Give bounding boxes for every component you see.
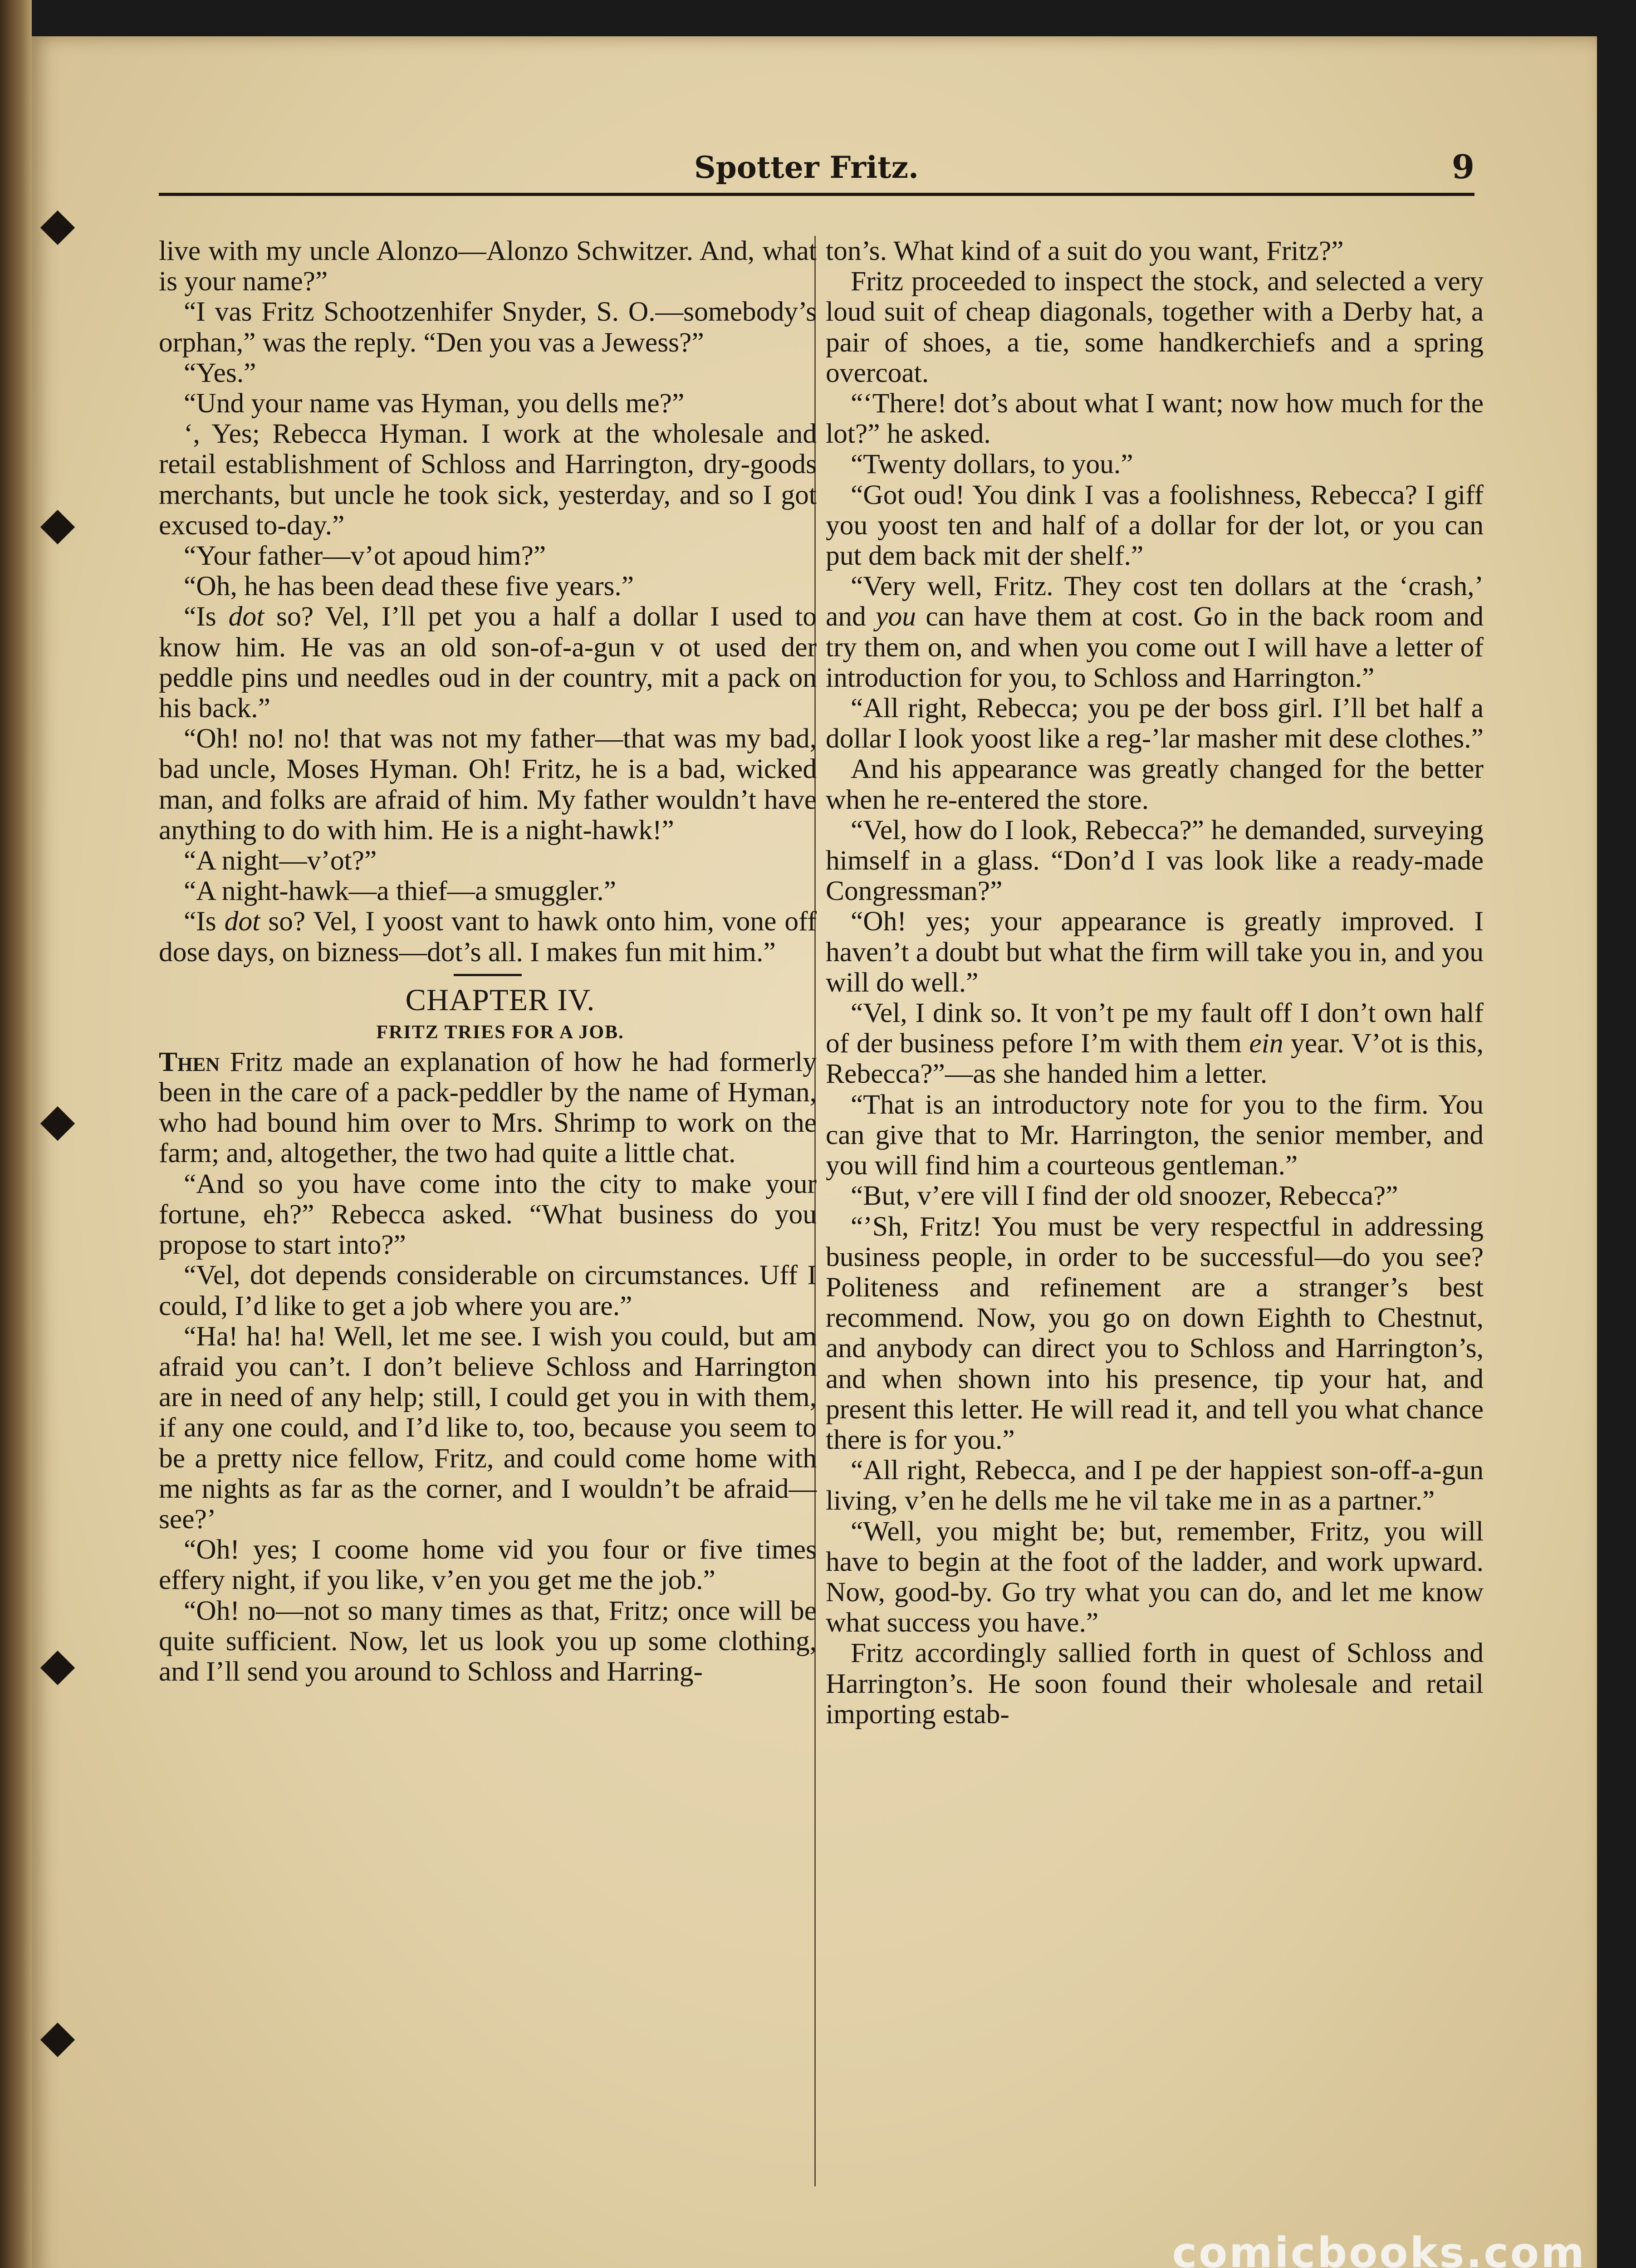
- paragraph: ton’s. What kind of a suit do you want, Fritz?”: [826, 235, 1344, 266]
- text-run: can have them at cost. Go in the back room and try them on, and when you come out I will have a letter of introduction for you, to Schloss and Harrington.”: [826, 601, 1484, 693]
- text-run: “Vel, I dink so. It von’t pe my fault off I don’t own half of der business pefore I’m with them: [826, 997, 1484, 1059]
- paragraph: “Vel, dot depends considerable on circumstances. Uff I could, I’d like to get a job where you are.”: [159, 1260, 817, 1321]
- paragraph: “Oh! yes; I coome home vid you four or five times effery night, if you like, v’en you get me the job.”: [159, 1534, 817, 1596]
- page-number: 9: [1451, 147, 1474, 186]
- paragraph: Fritz accordingly sallied forth in quest of Schloss and Harrington’s. He soon found their wholesale and retail importing estab-: [826, 1637, 1484, 1730]
- paragraph: “All right, Rebecca; you pe der boss girl. I’ll bet half a dollar I look yoost like a reg-’lar masher mit dese clothes.”: [826, 693, 1484, 754]
- paragraph: live with my uncle Alonzo—Alonzo Schwitzer. And, what is your name?”: [159, 235, 817, 297]
- paragraph: “Vel, how do I look, Rebecca?” he demanded, surveying himself in a glass. “Don’d I vas look like a ready-made Congressman?”: [826, 814, 1484, 907]
- watermark: comicbooks.com: [1172, 2229, 1586, 2268]
- paragraph: “Oh! no! no! that was not my father—that was my bad, bad uncle, Moses Hyman. Oh! Fritz, he is a bad, wicked man, and folks are afraid of him. My father wouldn’t have anything to do with him. He is a night-hawk!”: [159, 723, 817, 846]
- chapter-subtitle: FRITZ TRIES FOR A JOB.: [376, 1022, 624, 1043]
- binding-hole: [40, 2023, 75, 2057]
- text-run: “Is: [184, 906, 225, 937]
- paragraph: ‘, Yes; Rebecca Hyman. I work at the wholesale and retail establishment of Schloss and Harrington, dry-goods merchants, but uncle he took sick, yesterday, and so I got excused to-day.”: [159, 418, 817, 541]
- binding-hole: [40, 1651, 75, 1685]
- text-run: “Very well, Fritz. They cost ten dollars at the ‘crash,’ and: [826, 571, 1484, 632]
- emphasis: dot: [224, 906, 260, 937]
- emphasis: ein: [1249, 1028, 1283, 1059]
- text-run: so? Vel, I yoost vant to hawk onto him, vone off dose days, on bizness—dot’s all. I makes fun mit him.”: [159, 906, 817, 968]
- binding-hole: [40, 210, 75, 245]
- text-run: Fritz made an explanation of how he had formerly been in the care of a pack-peddler by the name of Hyman, who had bound him over to Mrs. Shrimp to work on the farm; and, altogether, the two had quite a little chat.: [159, 1046, 817, 1169]
- paragraph: “I vas Fritz Schootzenhifer Snyder, S. O.—somebody’s orphan,” was the reply. “Den you vas a Jewess?”: [159, 296, 817, 358]
- paragraph: “Oh, he has been dead these five years.”: [184, 571, 634, 602]
- lead-word: Then: [159, 1046, 220, 1077]
- paragraph: “Yes.”: [184, 357, 256, 388]
- running-header: [118, 113, 1474, 191]
- binding-hole: [40, 1106, 75, 1141]
- running-title: Spotter Fritz.: [694, 150, 919, 185]
- paragraph: [826, 571, 1484, 693]
- paragraph: “Ha! ha! ha! Well, let me see. I wish you could, but am afraid you can’t. I don’t believe Schloss and Harrington are in need of any help; still, I could get you in with them, if any one could, and I’d like to, too, because you seem to be a pretty nice fellow, Fritz, and could come home with me nights as far as the corner, and I wouldn’t be afraid—see?’: [159, 1320, 817, 1535]
- chapter-title: CHAPTER IV.: [405, 982, 595, 1017]
- right-column: [826, 236, 1484, 1730]
- binding-hole: [40, 510, 75, 544]
- paragraph: And his appearance was greatly changed for the better when he re-entered the store.: [826, 753, 1484, 815]
- paragraph: “Got oud! You dink I vas a foolishness, Rebecca? I giff you yoost ten and half of a dollar for der lot, or you can put dem back mit der shelf.”: [826, 479, 1484, 572]
- paragraph: [159, 601, 817, 723]
- paragraph: “And so you have come into the city to make your fortune, eh?” Rebecca asked. “What business do you propose to start into?”: [159, 1168, 817, 1261]
- paragraph: “But, v’ere vill I find der old snoozer, Rebecca?”: [851, 1180, 1398, 1212]
- text-run: so? Vel, I’ll pet you a half a dollar I used to know him. He vas an old son-of-a-gun v ot used der peddle pins und needles oud in der country, mit a pack on his back.”: [159, 601, 817, 724]
- paragraph: “‘There! dot’s about what I want; now how much for the lot?” he asked.: [826, 388, 1484, 450]
- paragraph: “A night-hawk—a thief—a smuggler.”: [184, 875, 617, 907]
- text-run: year. V’ot is this, Rebecca?”—as she handed him a letter.: [826, 1028, 1484, 1090]
- left-column: [159, 236, 817, 1687]
- paragraph: [159, 1047, 817, 1169]
- paragraph: [159, 906, 817, 967]
- emphasis: dot: [228, 601, 265, 632]
- paragraph: Fritz proceeded to inspect the stock, and selected a very loud suit of cheap diagonals, together with a Derby hat, a pair of shoes, a tie, some handkerchiefs and a spring overcoat.: [826, 266, 1484, 388]
- paragraph: “That is an introductory note for you to the firm. You can give that to Mr. Harrington, the senior member, and you will find him a courteous gentleman.”: [826, 1089, 1484, 1181]
- paragraph: “Well, you might be; but, remember, Fritz, you will have to begin at the foot of the ladder, and work upward. Now, good-by. Go try what you can do, and let me know what success you have.”: [826, 1515, 1484, 1638]
- paragraph: “Twenty dollars, to you.”: [851, 449, 1133, 480]
- paragraph: “Und your name vas Hyman, you dells me?”: [184, 388, 685, 419]
- paragraph: “All right, Rebecca, and I pe der happiest son-off-a-gun living, v’en he dells me he vil take me in as a partner.”: [826, 1455, 1484, 1516]
- book-spine: [0, 0, 32, 2268]
- chapter-rule: [454, 974, 522, 976]
- header-rule: [159, 193, 1474, 196]
- paragraph: “Oh! yes; your appearance is greatly improved. I haven’t a doubt but what the firm will take you in, and you will do well.”: [826, 906, 1484, 998]
- text-run: “Is: [184, 601, 229, 632]
- paragraph: “’Sh, Fritz! You must be very respectful in addressing business people, in order to be successful—do you see? Politeness and refinement are a stranger’s best recommend. Now, you go on down Eighth to Chestnut, and anybody can direct you to Schloss and Harrington’s, and when shown into his presence, tip your hat, and present this letter. He will read it, and tell you what chance there is for you.”: [826, 1211, 1484, 1455]
- emphasis: you: [876, 601, 916, 632]
- paragraph: “Oh! no—not so many times as that, Fritz; once will be quite sufficient. Now, let us look you up some clothing, and I’ll send you around to Schloss and Harring-: [159, 1595, 817, 1687]
- paragraph: “Your father—v’ot apoud him?”: [184, 540, 546, 572]
- paragraph: “A night—v’ot?”: [184, 845, 377, 876]
- paragraph: [826, 998, 1484, 1090]
